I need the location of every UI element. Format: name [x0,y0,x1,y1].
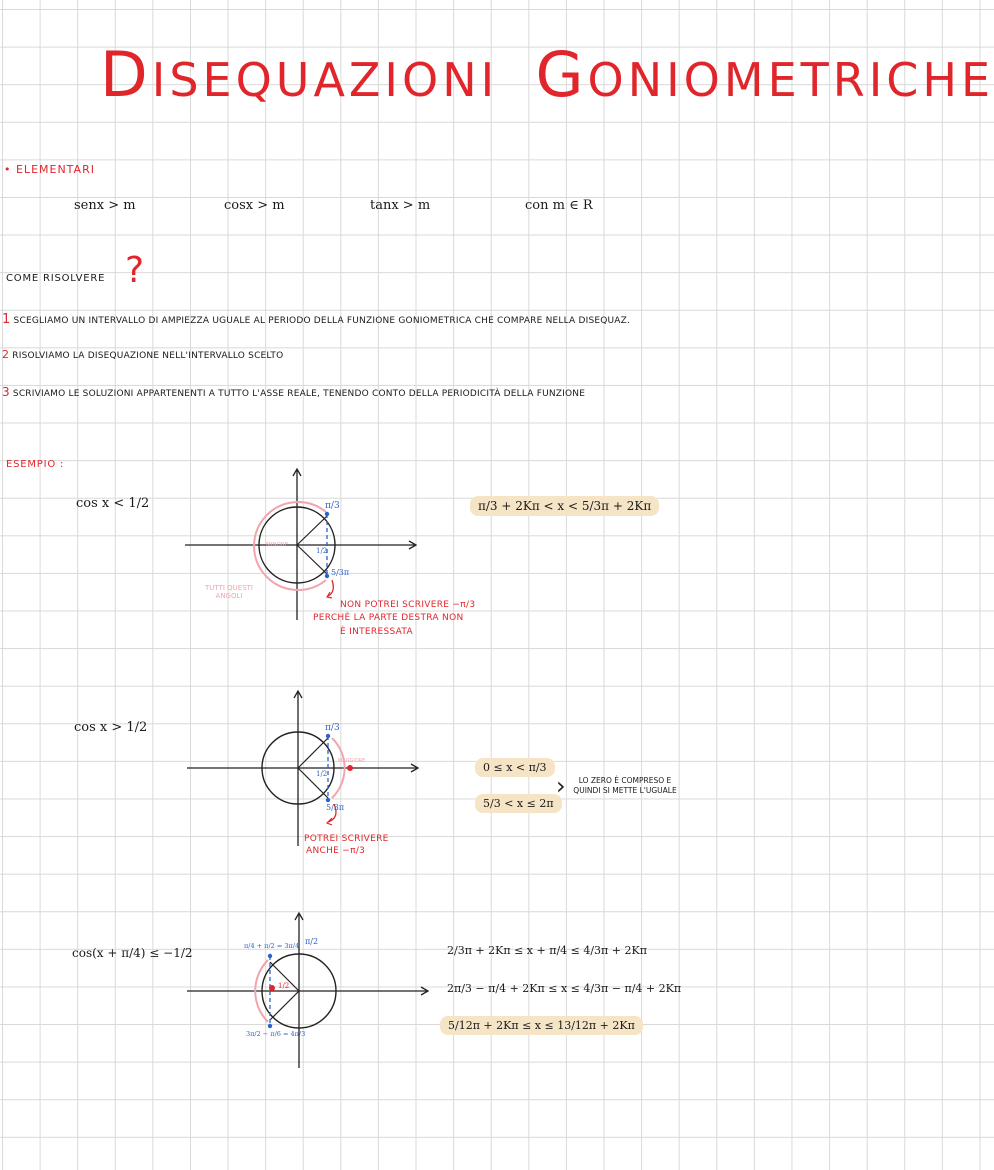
ex2-radius-top [298,738,328,768]
ex3-line-3: 5/12π + 2Kπ ≤ x ≤ 13/12π + 2Kπ [440,1016,643,1035]
ex3-red-dot [269,985,275,991]
ex3-label-top: π/2 [305,937,319,946]
ex2-note-2: ANCHE −π/3 [306,846,366,856]
ex3-point-top [268,954,272,958]
ex3-line-2: 2π/3 − π/4 + 2Kπ ≤ x ≤ 4/3π − π/4 + 2Kπ [447,982,682,995]
ex3-inequality: cos(x + π/4) ≤ −1/2 [72,946,193,960]
ex1-radius-top [297,516,327,545]
ex1-note-all: TUTTI QUESTI ANGOLI [205,584,253,600]
title-word-2: ONIOMETRICHE [587,53,994,107]
step-2-text: RISOLVIAMO LA DISEQUAZIONE NELL'INTERVALLO SCELTO [12,351,284,361]
ex2-inequality: cos x > 1/2 [74,720,148,735]
ex2-point-bottom [326,798,330,802]
section-elementari: • ELEMENTARI [4,163,95,176]
ex1-note-3: È INTERESSATA [340,627,413,637]
ex2-label-half: 1/2 [316,770,328,778]
ex3-point-bottom [268,1024,272,1028]
ex3-label-half: 1/2 [278,982,290,990]
title-word-1: ISEQUAZIONI [151,53,499,107]
elementari-sen: senx > m [74,198,136,213]
ex2-label-maggiore: MAGGIORE [338,758,366,764]
ex3-line-1: 2/3π + 2Kπ ≤ x + π/4 ≤ 4/3π + 2Kπ [447,944,647,957]
come-risolvere-heading: COME RISOLVERE [6,273,106,284]
step-1 [2,312,630,327]
ex1-note-1: NON POTREI SCRIVERE −π/3 [340,600,476,610]
ex2-sol-2: 5/3 < x ≤ 2π [475,794,562,813]
ex2-brace: › [556,772,566,800]
esempio-heading: ESEMPIO : [6,459,65,470]
ex2-label-top: π/3 [325,723,340,733]
ex3-radius-bottom [270,991,299,1020]
ex1-note-2: PERCHÈ LA PARTE DESTRA NON [313,613,464,623]
ex2-label-bottom: 5/3π [326,803,345,812]
elementari-con: con m ∈ R [525,198,593,213]
step-2-num: 2 [2,348,10,361]
ex3-label-bottom-left: 3π/2 − π/6 = 4π/3 [246,1030,306,1038]
ex1-inequality: cos x < 1/2 [76,496,150,511]
step-1-num: 1 [2,312,11,327]
ex1-label-top: π/3 [325,501,340,511]
ex1-label-minore: MINORE [266,542,289,548]
ex3-diagram [182,908,442,1078]
ex1-label-bottom: 5/3π [331,568,350,577]
step-1-text: SCEGLIAMO UN INTERVALLO DI AMPIEZZA UGUALE AL PERIODO DELLA FUNZIONE GONIOMETRICA CHE COMPARE NELLA DISEQUAZ. [13,316,631,326]
step-3 [2,385,585,399]
ex1-pink-arc [254,502,326,590]
title-letter-d: D [100,38,152,111]
ex2-red-dot [347,765,353,771]
question-mark: ? [125,250,145,291]
elementari-tan: tanx > m [370,198,431,213]
ex2-point-top [326,734,330,738]
ex1-label-half: 1/2 [316,547,328,555]
step-2 [2,348,283,361]
ex1-point-bottom [325,574,329,578]
page-title [100,38,994,111]
title-letter-g: G [535,38,588,111]
ex2-brace-note: LO ZERO È COMPRESO E QUINDI SI METTE L'UGUALE [573,776,677,795]
ex2-note-1: POTREI SCRIVERE [304,834,389,844]
elementari-cos: cosx > m [224,198,285,213]
step-3-num: 3 [2,385,10,399]
ex1-solution: π/3 + 2Kπ < x < 5/3π + 2Kπ [470,496,659,516]
ex3-label-top-left: π/4 + π/2 = 3π/4 [244,942,300,950]
ex1-point-top [325,512,329,516]
step-3-text: SCRIVIAMO LE SOLUZIONI APPARTENENTI A TUTTO L'ASSE REALE, TENENDO CONTO DELLA PERIODICITÀ DELLA FUNZIONE [12,389,586,399]
ex2-sol-1: 0 ≤ x < π/3 [475,758,555,777]
